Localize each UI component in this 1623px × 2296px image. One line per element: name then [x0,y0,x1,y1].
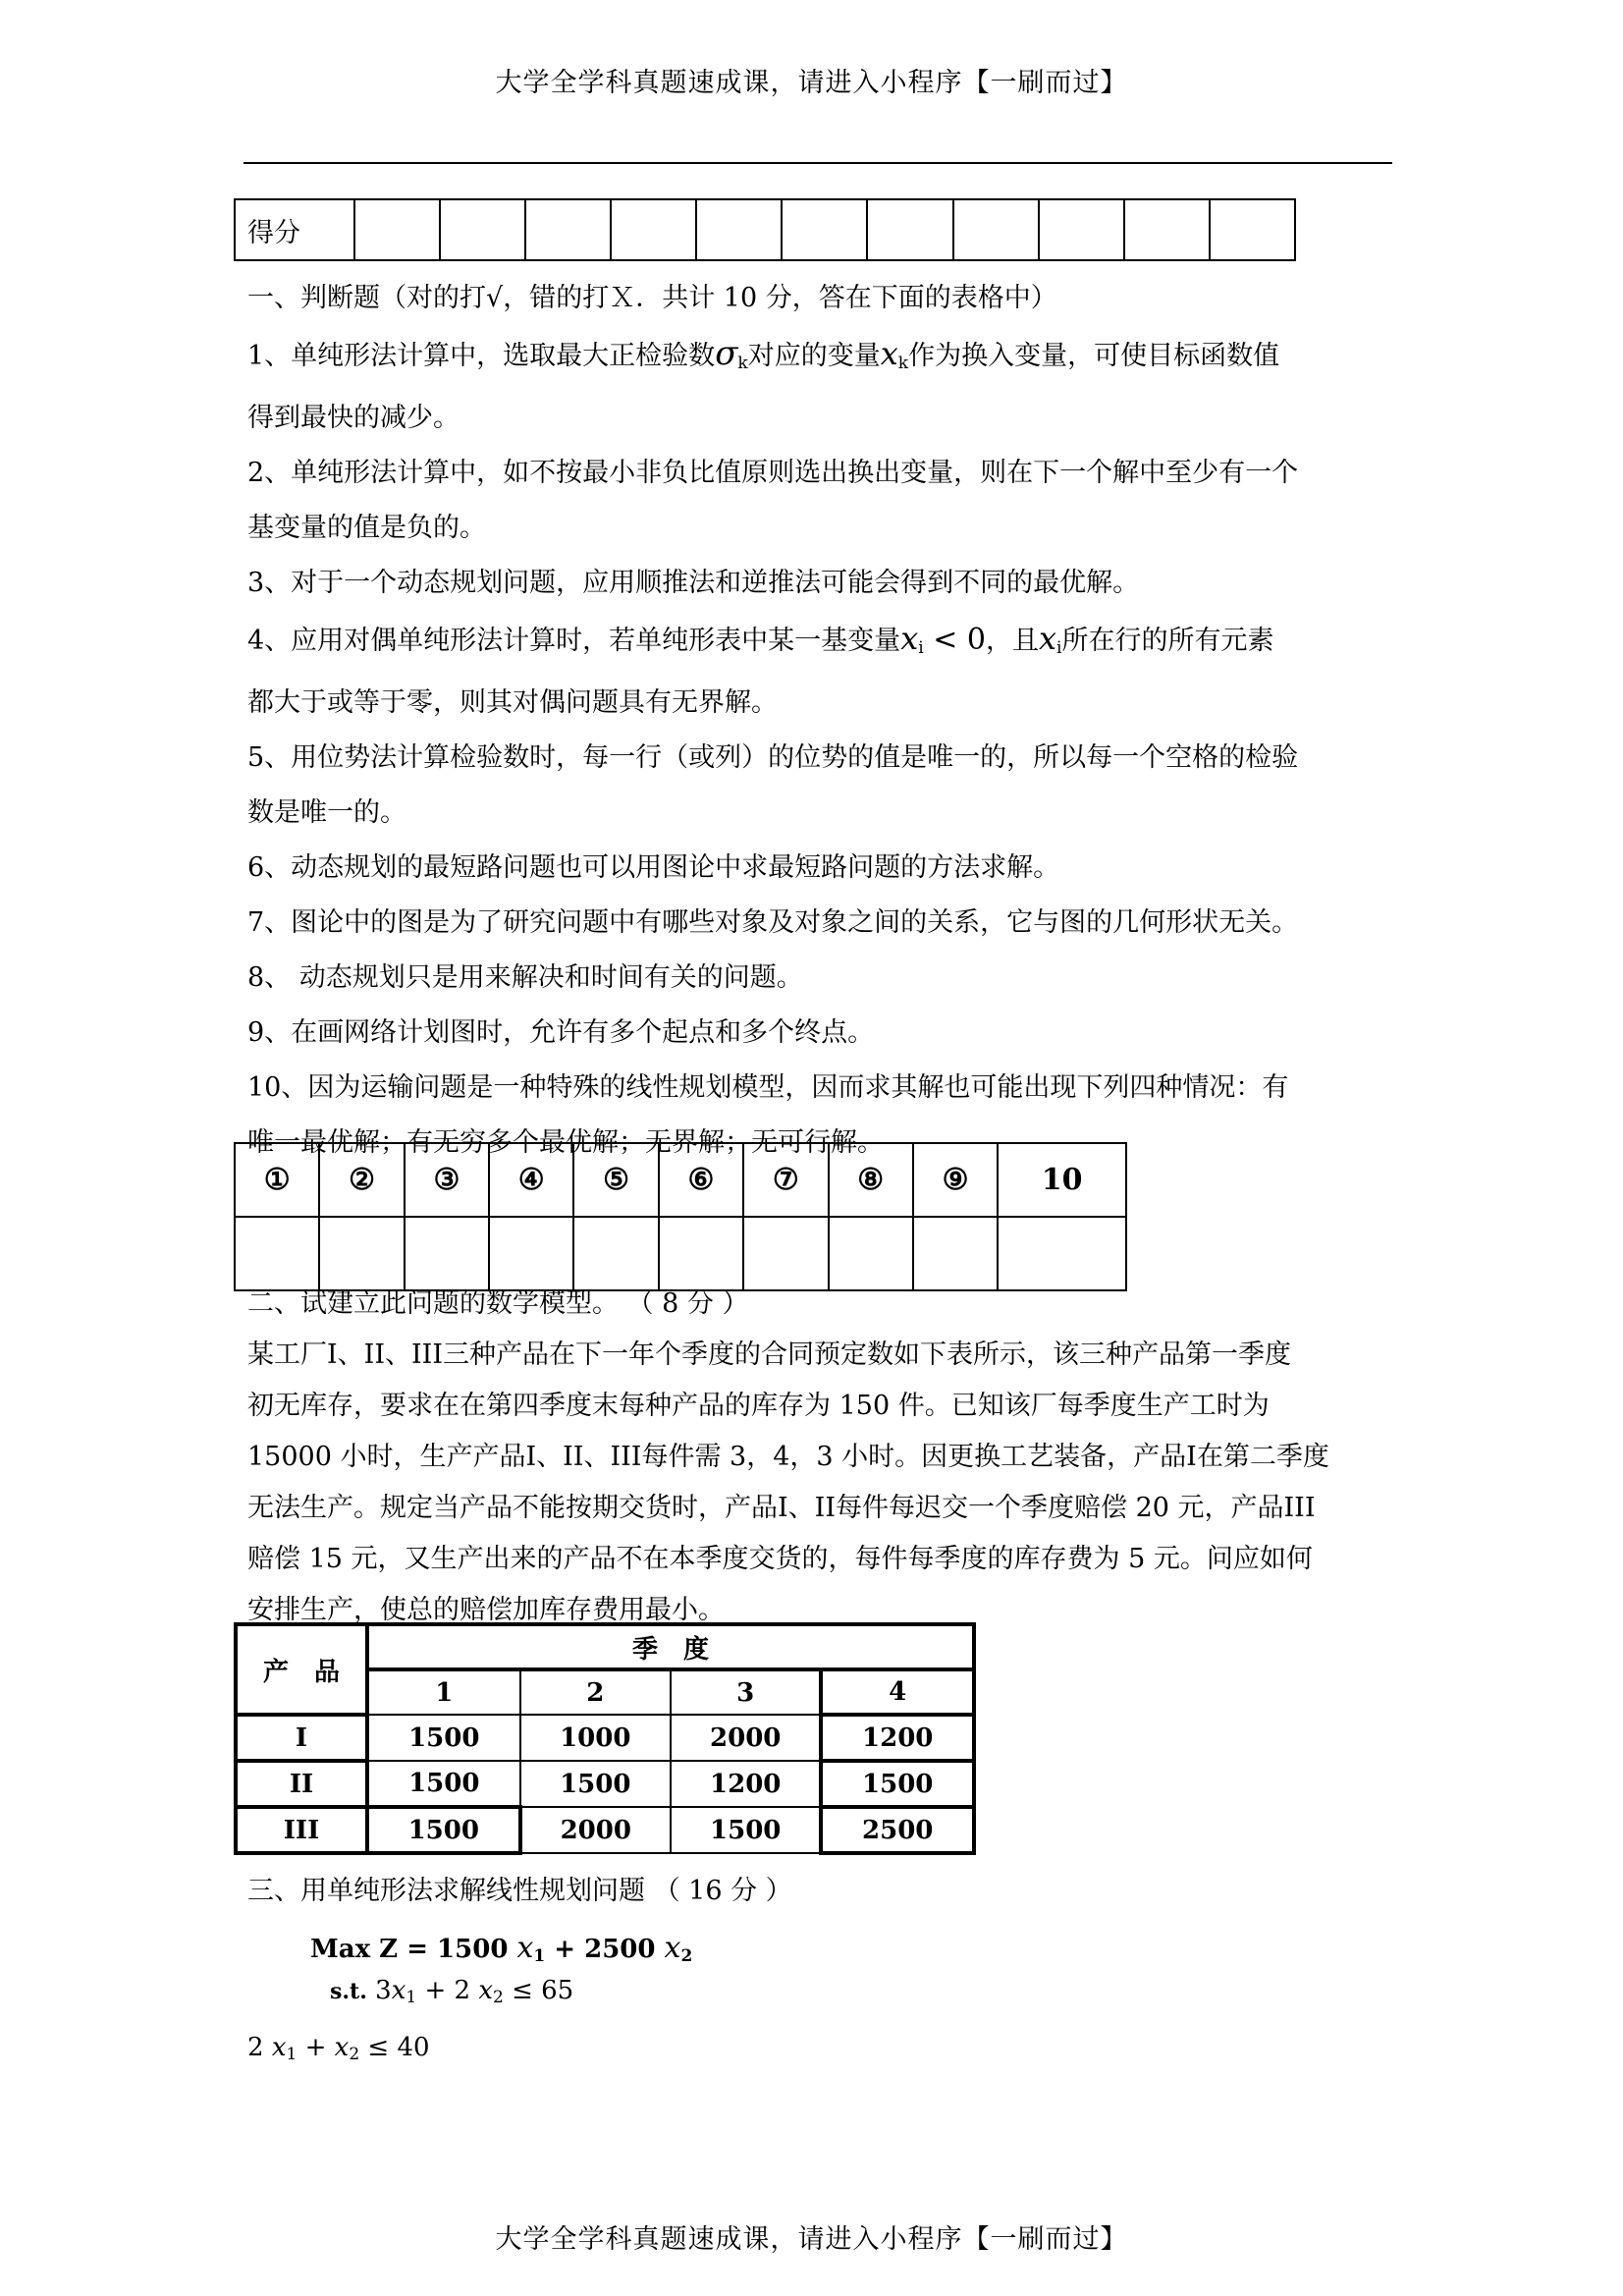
section2-paragraph: 赔偿 15 元，又生产出来的产品不在本季度交货的，每件每季度的库存费为 5 元。问应如何 [247,1544,1313,1574]
section2 [247,1279,1394,1636]
product-header: 产 品 [236,1624,367,1715]
demand-value: 1500 [367,1807,520,1853]
product-name: II [236,1761,367,1807]
question-3: 3、对于一个动态规划问题，应用顺推法和逆推法可能会得到不同的最优解。 [247,568,1140,598]
answer-header: ② [319,1143,404,1217]
answer-header: ③ [405,1143,489,1217]
question-10: 10、因为运输问题是一种特殊的线性规划模型，因而求其解也可能出现下列四种情况：有 [247,1072,1289,1103]
question-10-cont: 唯一最优解；有无穷多个最优解；无界解；无可行解。 [247,1127,884,1158]
demand-table [234,1622,976,1855]
demand-value: 1200 [821,1715,974,1761]
page-header: 大学全学科真题速成课，请进入小程序【一刷而过】 [495,68,1128,98]
question-2-cont: 基变量的值是负的。 [247,513,486,543]
answer-header: ⑧ [829,1143,913,1217]
season-label: 3 [671,1669,821,1715]
answer-header: ⑦ [743,1143,828,1217]
question-9: 9、在画网络计划图时，允许有多个起点和多个终点。 [247,1017,875,1048]
score-row [235,199,1295,260]
question-7: 7、图论中的图是为了研究问题中有哪些对象及对象之间的关系，它与图的几何形状无关。 [247,907,1299,938]
season-label: 2 [520,1669,671,1715]
demand-value: 2000 [671,1715,821,1761]
demand-value: 1000 [520,1715,671,1761]
demand-header-row [236,1624,974,1669]
section2-paragraph: 安排生产，使总的赔偿加库存费用最小。 [247,1595,725,1625]
demand-value: 1500 [520,1761,671,1807]
section2-paragraph: 15000 小时，生产产品I、II、III每件需 3，4，3 小时。因更换工艺装备，产品I在第二季度 [247,1442,1329,1472]
season-label: 4 [821,1669,974,1715]
answer-header: ⑤ [573,1143,658,1217]
answer-header: ⑨ [913,1143,998,1217]
answer-header: 10 [998,1143,1126,1217]
score-cell[interactable] [525,199,611,260]
answer-header: ④ [489,1143,573,1217]
demand-value: 2500 [821,1807,974,1853]
score-table [234,198,1296,261]
question-8: 8、 动态规划只是用来解决和时间有关的问题。 [247,962,803,993]
answer-table [234,1142,1127,1291]
demand-value: 2000 [520,1807,671,1853]
table-row [236,1715,974,1761]
score-label: 得分 [235,199,354,260]
section2-paragraph: 某工厂I、II、III三种产品在下一年个季度的合同预定数如下表所示，该三种产品第一季度 [247,1339,1291,1370]
section1 [247,271,1394,1171]
section3-title: 三、用单纯形法求解线性规划问题 （ 16 分 ） [247,1876,792,1906]
question-6: 6、动态规划的最短路问题也可以用图论中求最短路问题的方法求解。 [247,852,1060,883]
demand-value: 1200 [671,1761,821,1807]
question-1-cont: 得到最快的减少。 [247,403,460,433]
score-cell[interactable] [1039,199,1124,260]
question-5-cont: 数是唯一的。 [247,797,406,828]
question-5: 5、用位势法计算检验数时，每一行（或列）的位势的值是唯一的，所以每一个空格的检验 [247,742,1299,773]
score-cell[interactable] [611,199,696,260]
section2-title: 二、试建立此问题的数学模型。 （ 8 分 ） [247,1288,749,1319]
objective-function: Max Z = 1500 $x_1 + 2500$ $x_2$ [310,1931,693,1966]
answer-header-row [235,1143,1126,1217]
demand-value: 1500 [367,1715,520,1761]
demand-value: 1500 [671,1807,821,1853]
page-footer: 大学全学科真题速成课，请进入小程序【一刷而过】 [495,2224,1128,2255]
score-cell[interactable] [354,199,440,260]
product-name: III [236,1807,367,1853]
score-cell[interactable] [696,199,782,260]
score-cell[interactable] [440,199,525,260]
question-4-cont: 都大于或等于零，则其对偶问题具有无界解。 [247,687,778,718]
season-label: 1 [367,1669,520,1715]
answer-header: ① [235,1143,319,1217]
score-cell[interactable] [1124,199,1210,260]
table-row [236,1761,974,1807]
season-header: 季 度 [367,1624,974,1669]
demand-value: 1500 [367,1761,520,1807]
section2-paragraph: 初无库存，要求在在第四季度末每种产品的库存为 150 件。已知该厂每季度生产工时为 [247,1391,1270,1421]
demand-value: 1500 [821,1761,974,1807]
table-row [236,1807,974,1853]
score-cell[interactable] [1210,199,1295,260]
score-cell[interactable] [782,199,867,260]
answer-header: ⑥ [659,1143,743,1217]
section2-paragraph: 无法生产。规定当产品不能按期交货时，产品I、II每件每迟交一个季度赔偿 20 元，产品III [247,1493,1316,1523]
header-rule [243,162,1392,164]
question-2: 2、单纯形法计算中，如不按最小非负比值原则选出换出变量，则在下一个解中至少有一个 [247,458,1299,488]
section1-title: 一、判断题（对的打√，错的打Ｘ．共计 10 分，答在下面的表格中） [247,283,1057,313]
question-1: 1、单纯形法计算中，选取最大正检验数$\sigma_k$对应的变量$x_k$作为换入变量，可使目标函数值 [247,334,1280,373]
constraint-2: 2 $x_1 + x_2 \le 40$ [247,2033,430,2064]
product-name: I [236,1715,367,1761]
constraint-1: s.t. $3x_1 + 2$ $x_2 \le 65$ [330,1976,574,2007]
question-4: 4、应用对偶单纯形法计算时，若单纯形表中某一基变量$x_i < 0$，且$x_i$所在行的所有元素 [247,620,1274,658]
score-cell[interactable] [867,199,952,260]
score-cell[interactable] [953,199,1039,260]
